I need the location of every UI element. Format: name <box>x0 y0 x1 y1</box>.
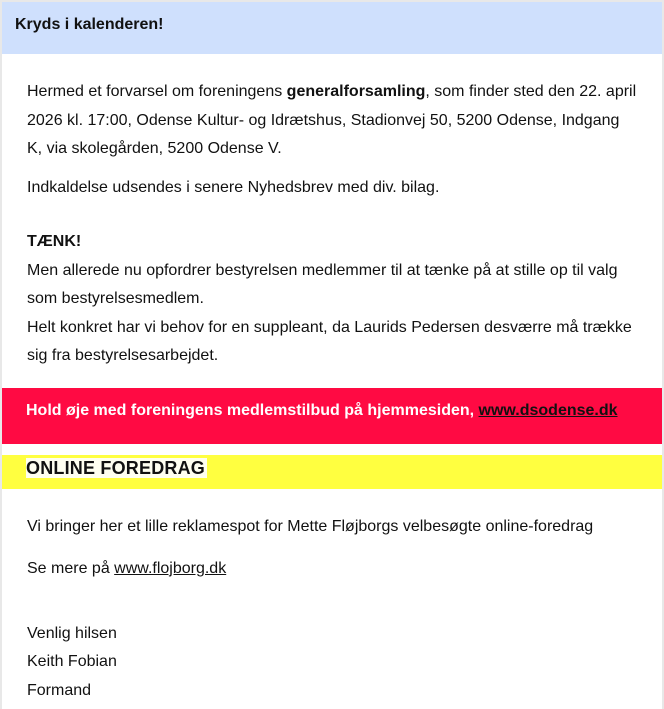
think-heading: TÆNK! <box>27 233 82 250</box>
indkaldelse-paragraph: Indkaldelse udsendes i senere Nyhedsbrev med div. bilag. <box>27 178 440 196</box>
signature-greeting: Venlig hilsen <box>27 624 117 642</box>
online-content <box>2 489 662 706</box>
online-heading: ONLINE FOREDRAG <box>26 457 206 478</box>
see-more-label: Se mere på <box>27 560 115 577</box>
banner-text: Hold øje med foreningens medlemstilbud på hjemmesiden, <box>26 401 479 419</box>
header-title: Kryds i kalenderen! <box>15 16 164 33</box>
signature <box>27 620 638 706</box>
online-heading-bar <box>2 455 662 489</box>
think-line-2: Helt konkret har vi behov for en suppleant, da Laurids Pedersen desværre må trække sig fra bestyrelsesarbejdet. <box>27 318 632 364</box>
online-paragraph: Vi bringer her et lille reklamespot for Mette Fløjborgs velbesøgte online-foredrag <box>27 517 594 535</box>
intro-text-after: , som finder sted den 22. april 2026 kl. 17:00, Odense Kultur- og Idrætshus, Stadionvej 50, 5200 Odense, Indgang K, via skolegården, 5200 Odense V. <box>27 83 637 157</box>
intro-bold-word: generalforsamling <box>286 83 426 100</box>
dsodense-link[interactable]: www.dsodense.dk <box>478 401 618 419</box>
signature-role: Formand <box>27 681 92 699</box>
flojborg-link[interactable]: www.flojborg.dk <box>114 560 227 577</box>
signature-name: Keith Fobian <box>27 653 117 670</box>
main-content <box>2 54 662 371</box>
member-offer-banner <box>2 388 662 444</box>
think-paragraph <box>27 228 638 371</box>
newsletter-frame <box>2 2 662 709</box>
think-line-1: Men allerede nu opfordrer bestyrelsen medlemmer til at tænke på at stille op til valg som bestyrelsesmedlem. <box>27 261 618 307</box>
intro-text-before: Hermed et forvarsel om foreningens <box>27 83 287 100</box>
see-more-paragraph <box>27 555 638 584</box>
intro-paragraph <box>27 78 638 164</box>
header-bar <box>2 2 662 54</box>
